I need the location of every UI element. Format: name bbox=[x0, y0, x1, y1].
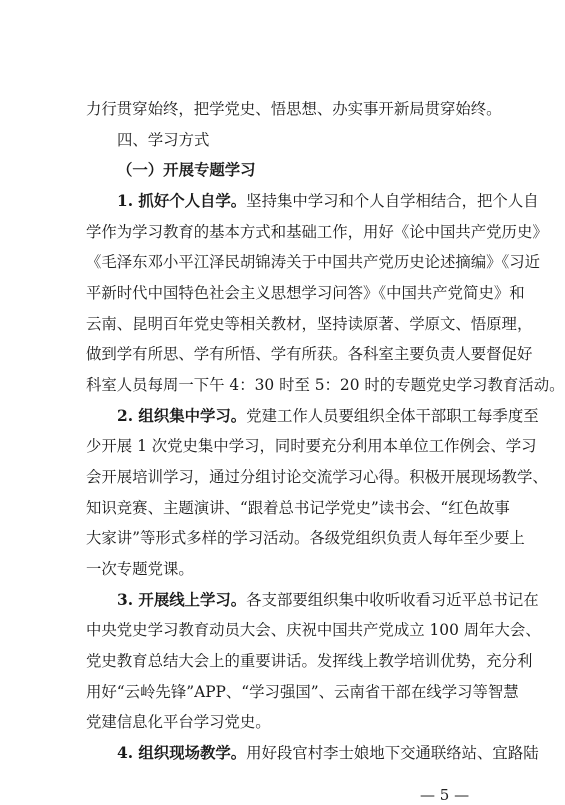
paragraph-first-line bbox=[117, 584, 539, 616]
item-lead: 3. 开展线上学习。 bbox=[117, 591, 247, 609]
body-line: 平新时代中国特色社会主义思想学习问答》《中国共产党简史》和 bbox=[86, 284, 525, 302]
item-lead: 1. 抓好个人自学。 bbox=[117, 192, 247, 210]
item-text: 党建工作人员要组织全体干部职工每季度至 bbox=[246, 407, 539, 425]
paragraph-first-line bbox=[117, 737, 539, 769]
body-line: 知识竞赛、主题演讲、“跟着总书记学党史”读书会、“红色故事 bbox=[86, 499, 510, 517]
item-text: 用好段官村李士娘地下交通联络站、宜路陆 bbox=[246, 744, 539, 762]
body-line: 《毛泽东邓小平江泽民胡锦涛关于中国共产党历史论述摘编》《习近 bbox=[86, 253, 541, 271]
paragraph-first-line bbox=[117, 185, 539, 217]
body-line: 党建信息化平台学习党史。 bbox=[86, 713, 271, 731]
body-line: 力行贯穿始终，把学党史、悟思想、办实事开新局贯穿始终。 bbox=[86, 100, 502, 118]
body-line: 中央党史学习教育动员大会、庆祝中国共产党成立 100 周年大会、 bbox=[86, 621, 541, 639]
page-number: — 5 — bbox=[420, 786, 470, 804]
item-lead: 2. 组织集中学习。 bbox=[117, 407, 247, 425]
item-text: 坚持集中学习和个人自学相结合，把个人自 bbox=[246, 192, 539, 210]
body-line: 做到学有所思、学有所悟、学有所获。各科室主要负责人要督促好 bbox=[86, 345, 533, 363]
body-line: 少开展 1 次党史集中学习，同时要充分利用本单位工作例会、学习 bbox=[86, 437, 537, 455]
body-line: 云南、昆明百年党史等相关教材，坚持读原著、学原文、悟原理， bbox=[86, 315, 533, 333]
body-line: 一次专题党课。 bbox=[86, 560, 194, 578]
subsection-heading: （一）开展专题学习 bbox=[117, 161, 256, 179]
body-line: 会开展培训学习，通过分组讨论交流学习心得。积极开展现场教学、 bbox=[86, 468, 548, 486]
body-line: 科室人员每周一下午 4：30 时至 5：20 时的专题党史学习教育活动。 bbox=[86, 376, 565, 394]
body-line: 大家讲”等形式多样的学习活动。各级党组织负责人每年至少要上 bbox=[86, 529, 525, 547]
body-line: 党史教育总结大会上的重要讲话。发挥线上教学培训优势，充分利 bbox=[86, 652, 533, 670]
item-text: 各支部要组织集中收听收看习近平总书记在 bbox=[246, 591, 539, 609]
body-line: 学作为学习教育的基本方式和基础工作，用好《论中国共产党历史》 bbox=[86, 223, 548, 241]
item-lead: 4. 组织现场教学。 bbox=[117, 744, 247, 762]
body-line: 用好“云岭先锋”APP、“学习强国”、云南省干部在线学习等智慧 bbox=[86, 683, 519, 701]
section-heading: 四、学习方式 bbox=[117, 131, 210, 149]
paragraph-first-line bbox=[117, 400, 539, 432]
